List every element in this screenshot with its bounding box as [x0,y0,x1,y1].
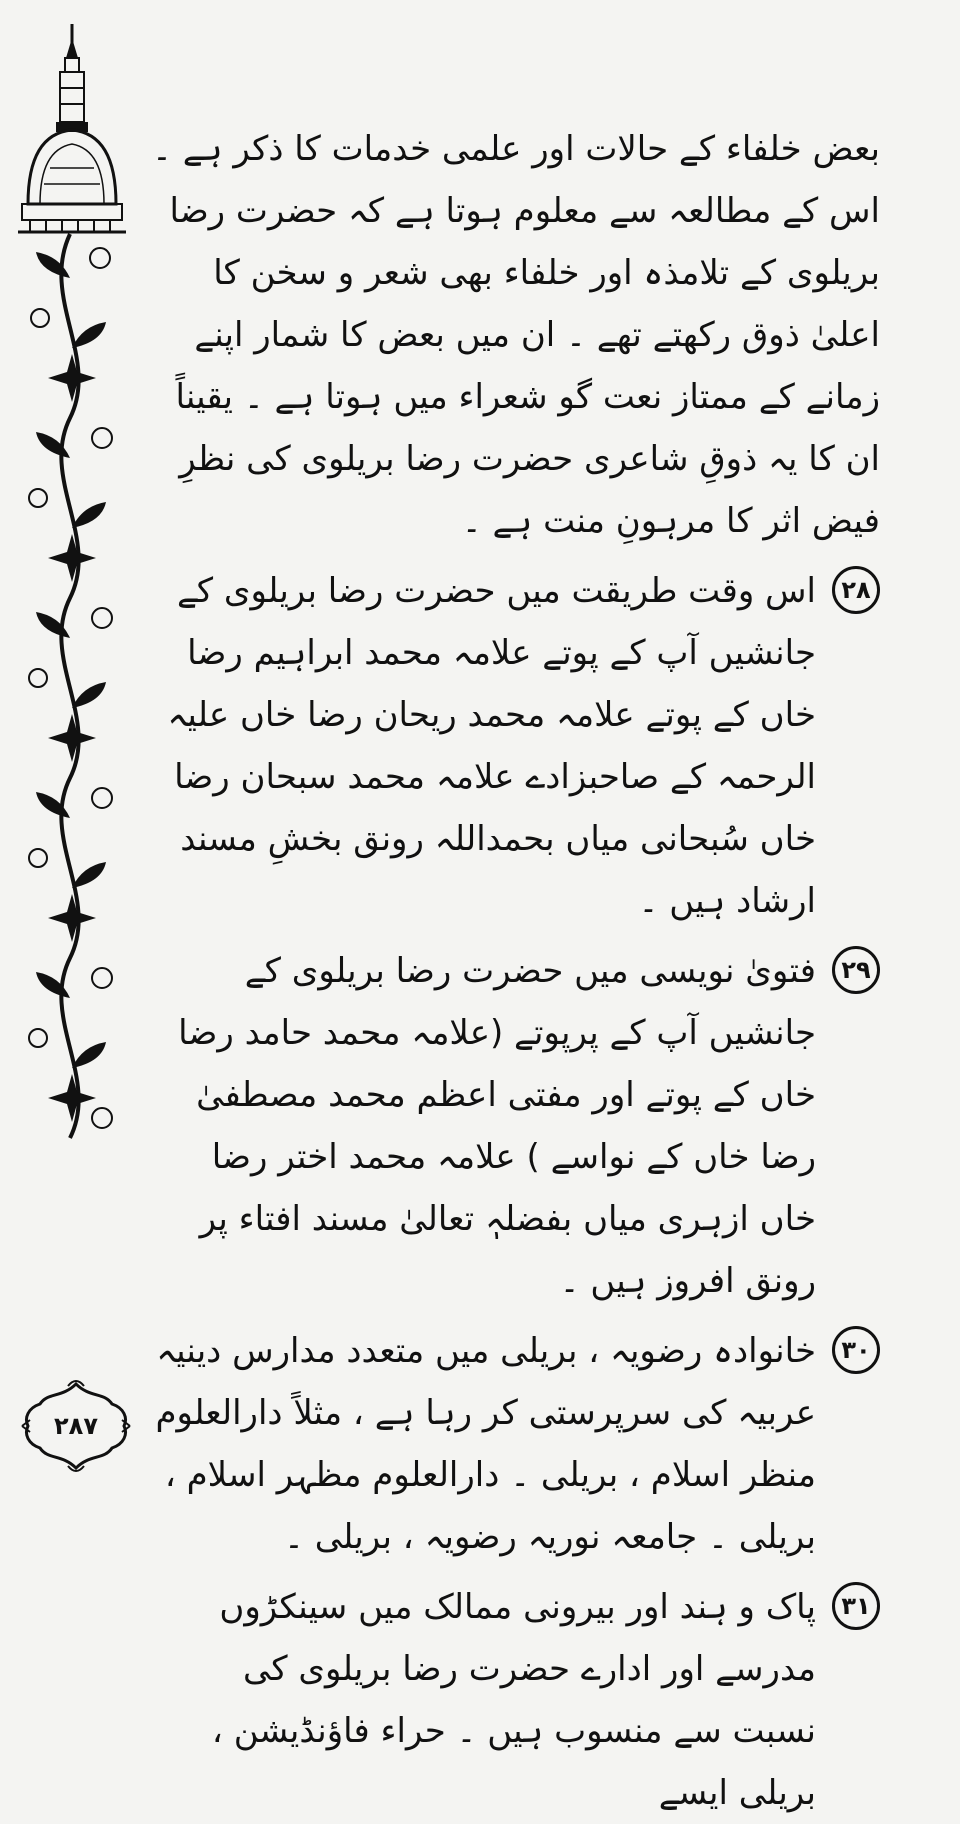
list-item [150,1320,880,1568]
item-number-badge: ۳۰ [832,1326,880,1374]
list-item [150,1576,880,1824]
minaret-floral-border-icon [10,18,130,1178]
item-number-badge: ۲۹ [832,946,880,994]
item-text: فتویٰ نویسی میں حضرت رضا بریلوی کے جانشیں آپ کے پرپوتے (علامہ محمد حامد رضا خاں کے پوتے اور مفتی اعظم محمد مصطفیٰ رضا خاں کے نواسے ) علامہ محمد اختر رضا خاں ازہری میاں بفضلہٖ تعالیٰ مسند افتاء پر رونق افروز ہیں ۔ [178,951,816,1301]
list-item [150,940,880,1312]
item-text: اس وقت طریقت میں حضرت رضا بریلوی کے جانشیں آپ کے پوتے علامہ محمد ابراہیم رضا خاں کے پوتے علامہ محمد ریحان رضا خاں علیہ الرحمہ کے صاحبزادے علامہ محمد سبحان رضا خاں سُبحانی میاں بحمداللہ رونق بخشِ مسند ارشاد ہیں ۔ [167,571,816,921]
text-body [150,118,880,1824]
item-text: پاک و ہند اور بیرونی ممالک میں سینکڑوں مدرسے اور ادارے حضرت رضا بریلوی کی نسبت سے منسوب ہیں ۔ حراء فاؤنڈیشن ، بریلی ایسے [211,1587,816,1813]
list-item [150,560,880,932]
page-number: ۲۸۷ [54,1412,98,1440]
item-text: خانوادہ رضویہ ، بریلی میں متعدد مدارس دینیہ عربیہ کی سرپرستی کر رہا ہے ، مثلاً دارالعلوم منظر اسلام ، بریلی ۔ دارالعلوم مظہر اسلام ، بریلی ۔ جامعہ نوریہ رضویہ ، بریلی ۔ [155,1331,816,1557]
item-number-badge: ۲۸ [832,566,880,614]
intro-paragraph: بعض خلفاء کے حالات اور علمی خدمات کا ذکر ہے ۔ اس کے مطالعہ سے معلوم ہوتا ہے کہ حضرت رضا بریلوی کے تلامذہ اور خلفاء بھی شعر و سخن کا اعلیٰ ذوق رکھتے تھے ۔ ان میں بعض کا شمار اپنے زمانے کے ممتاز نعت گو شعراء میں ہوتا ہے ۔ یقیناً ان کا یہ ذوقِ شاعری حضرت رضا بریلوی کی نظرِ فیض اثر کا مرہونِ منت ہے ۔ [152,129,880,541]
item-number-badge: ۳۱ [832,1582,880,1630]
